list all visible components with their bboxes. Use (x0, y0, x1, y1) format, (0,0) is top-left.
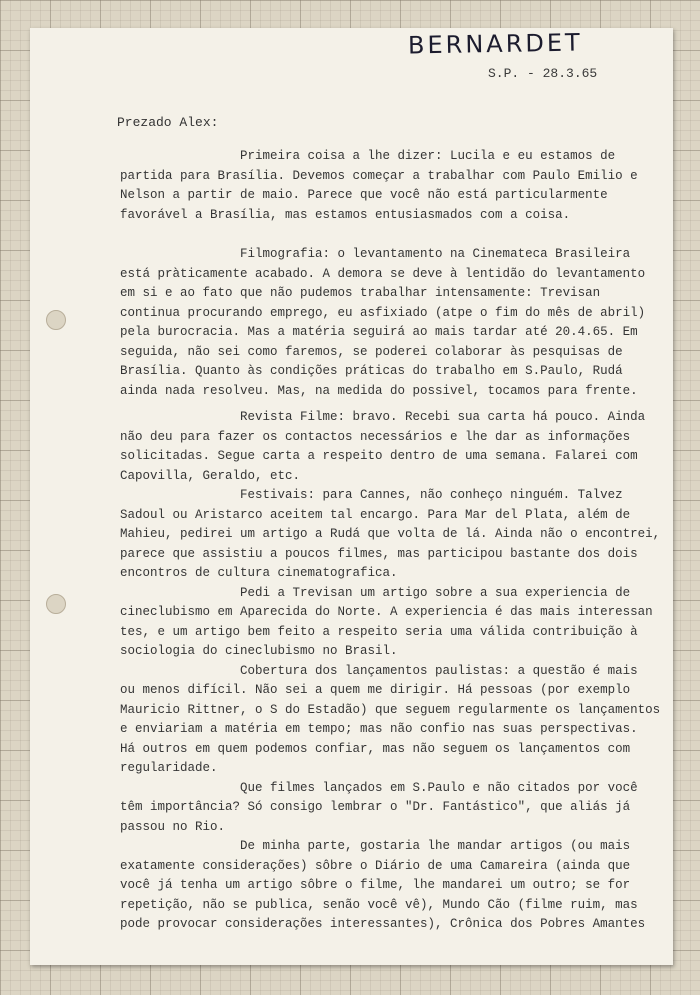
letter-line: passou no Rio. (120, 819, 226, 834)
letter-line: Capovilla, Geraldo, etc. (120, 468, 301, 483)
letter-line: Primeira coisa a lhe dizer: Lucila e eu estamos de (120, 149, 616, 163)
letter-line: Sadoul ou Aristarco aceitem tal encargo. Para Mar del Plata, além de (120, 507, 631, 522)
letter-line: regularidade. (120, 761, 218, 775)
letter-line: repetição, não se publica, senão você vê), Mundo Cão (filme ruim, mas (120, 897, 638, 912)
letter-line: pode provocar considerações interessantes), Crônica dos Pobres Amantes (120, 917, 646, 931)
letter-line: parece que assistiu a poucos filmes, mas participou bastante dos dois (120, 546, 638, 561)
letter-line: favorável a Brasília, mas estamos entusiasmados com a coisa. (120, 207, 571, 222)
letter-line: Pedi a Trevisan um artigo sobre a sua experiencia de (120, 585, 631, 600)
paragraph-revista-filme (120, 408, 660, 935)
letter-date: S.P. - 28.3.65 (488, 66, 598, 81)
letter-line: pela burocracia. Mas a matéria seguirá ao mais tardar até 20.4.65. Em (120, 325, 638, 339)
letter-line: não deu para fazer os contactos necessários e lhe dar as informações (120, 429, 631, 444)
paragraph-brasilia (120, 147, 660, 225)
punch-hole-bottom (46, 594, 66, 614)
letter-line: sociologia do cineclubismo no Brasil. (120, 644, 398, 658)
punch-hole-top (46, 310, 66, 330)
letter-line: partida para Brasília. Devemos começar a trabalhar com Paulo Emilio e (120, 168, 638, 183)
letter-line: cineclubismo em Aparecida do Norte. A experiencia é das mais interessan (120, 605, 653, 619)
letter-line: Mauricio Rittner, o S do Estadão) que seguem regularmente os lançamentos (120, 702, 661, 717)
letter-line: Há outros em quem podemos confiar, mas não seguem os lançamentos com (120, 741, 631, 756)
letter-line: Filmografia: o levantamento na Cinemateca Brasileira (120, 247, 631, 261)
letter-line: Brasília. Quanto às condições práticas do trabalho em S.Paulo, Rudá (120, 364, 623, 378)
letter-line: Mahieu, pedirei um artigo a Rudá que volta de lá. Ainda não o encontrei, (120, 527, 661, 541)
letter-line: tes, e um artigo bem feito a respeito seria uma válida contribuição à (120, 624, 638, 639)
letter-line: continua procurando emprego, eu asfixiado (atpe o fim do mês de abril) (120, 305, 646, 320)
letter-line: e enviariam a matéria em tempo; mas não confio nas suas perspectivas. (120, 722, 638, 736)
letter-line: você já tenha um artigo sôbre o filme, lhe mandarei um outro; se for (120, 878, 631, 892)
handwritten-signature: BERNARDET (407, 28, 583, 60)
letter-line: está pràticamente acabado. A demora se deve à lentidão do levantamento (120, 266, 646, 281)
letter-line: Revista Filme: bravo. Recebi sua carta há pouco. Ainda (120, 410, 646, 424)
letter-line: ou menos difícil. Não sei a quem me dirigir. Há pessoas (por exemplo (120, 683, 631, 697)
letter-line: Que filmes lançados em S.Paulo e não citados por você (120, 780, 638, 795)
salutation: Prezado Alex: (117, 115, 219, 130)
letter-line: Festivais: para Cannes, não conheço ninguém. Talvez (120, 488, 623, 502)
letter-line: Nelson a partir de maio. Parece que você não está particularmente (120, 188, 608, 202)
letter-line: exatamente considerações) sôbre o Diário de uma Camareira (ainda que (120, 858, 631, 873)
letter-line: encontros de cultura cinematografica. (120, 566, 398, 580)
letter-line: têm importância? Só consigo lembrar o "Dr. Fantástico", que aliás já (120, 800, 631, 814)
letter-line: Cobertura dos lançamentos paulistas: a questão é mais (120, 663, 638, 678)
letter-line: ainda nada resolveu. Mas, na medida do possivel, tocamos para frente. (120, 383, 638, 398)
letter-line: solicitadas. Segue carta a respeito dentro de uma semana. Falarei com (120, 449, 638, 463)
letter-line: em si e ao fato que não pudemos trabalhar intensamente: Trevisan (120, 286, 601, 300)
letter-line: De minha parte, gostaria lhe mandar artigos (ou mais (120, 839, 631, 853)
letter-line: seguida, não sei como faremos, se poderei colaborar às pesquisas de (120, 344, 623, 359)
paragraph-filmografia (120, 245, 660, 401)
